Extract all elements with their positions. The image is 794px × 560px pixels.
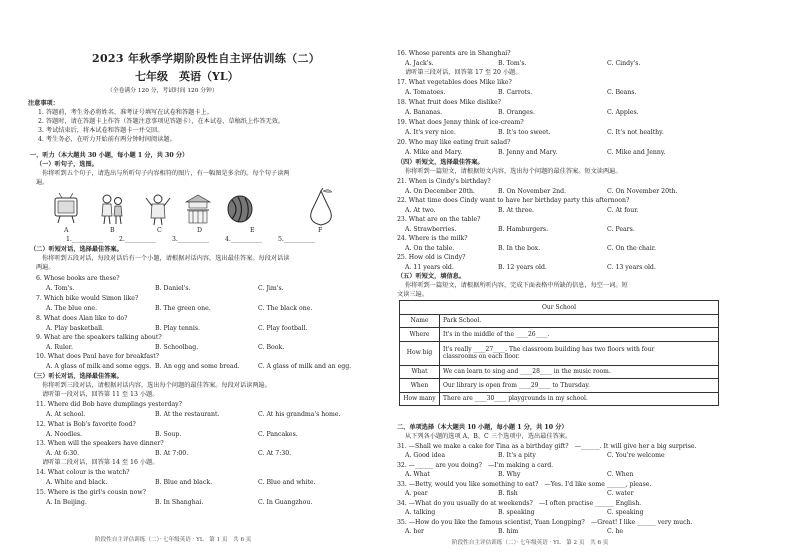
option-a: A. talking — [405, 509, 436, 516]
question: 12. What is Bob's favorite food? — [36, 421, 136, 428]
option-b: B. The green one. — [155, 305, 211, 312]
option-a: A. Play basketball. — [46, 325, 104, 332]
answer-blank: 1.__________ — [66, 236, 103, 243]
option-a: A. On the table. — [405, 245, 455, 252]
table-cell: Park School. — [440, 314, 719, 328]
option-c: C. On the chair. — [607, 245, 656, 252]
section-2-heading: 二、单项选择（本大题共 10 小题，每小题 1 分，共 10 分） — [397, 424, 568, 431]
option-c: C. When — [607, 471, 634, 478]
option-c: C. speaking — [607, 509, 644, 516]
table-row — [400, 314, 719, 328]
question: 18. What fruit does Mike dislike? — [397, 99, 501, 106]
answer-blank: 4.__________ — [225, 236, 262, 243]
note-line: 4. 考生务必，在听力开始前有两分钟时间阅读题。 — [38, 136, 176, 143]
table-cell: It's in the middle of the ____26____. — [440, 328, 719, 342]
question: 11. Where did Bob have dumplings yesterday? — [36, 401, 182, 408]
part-5-desc: 文读三遍。 — [397, 291, 428, 298]
option-c: C. Jim's. — [258, 285, 284, 292]
option-c: C. On November 20th. — [607, 188, 678, 195]
table-label: When — [400, 379, 440, 393]
option-c: C. Book. — [258, 344, 285, 351]
option-b: B. fish — [498, 490, 518, 497]
table-row — [400, 392, 719, 406]
question: 7. Which bike would Simon like? — [36, 295, 139, 302]
option-b: B. In the box. — [498, 245, 541, 252]
option-b: B. At three. — [498, 207, 535, 214]
option-c: C. Beans. — [607, 89, 637, 96]
option-a: A. A glass of milk and some eggs. — [46, 363, 152, 370]
question: 32. —______ are you doing? —I'm making a card. — [397, 462, 554, 469]
exam-subtitle: 七年级 英语（YL） — [135, 70, 239, 83]
option-b: B. Tom's. — [498, 60, 527, 67]
option-c: C. Blue and white. — [258, 479, 316, 486]
question: 33. —Betty, would you like something to eat? —Yes. I'd like some ______, please. — [397, 481, 652, 488]
note-line: 1. 答题前，考生务必将姓名、准考证号填写在试卷和答题卡上。 — [38, 109, 213, 116]
option-a: A. Noodles. — [46, 431, 83, 438]
question: 6. Whose books are these? — [36, 275, 120, 282]
pic-letter-e: E — [250, 227, 255, 234]
option-b: B. Play tennis. — [155, 325, 201, 332]
question: 21. When is Cindy's birthday? — [397, 178, 491, 185]
hands-picture — [144, 192, 172, 226]
option-c: C. 13 years old. — [607, 264, 656, 271]
part-4-desc: 你将听到一篇短文，请根据短文内容，选出每个问题的最佳答案。短文读两遍。 — [405, 168, 622, 175]
option-c: C. he — [607, 528, 624, 535]
table-row — [400, 365, 719, 379]
pic-letter-b: B — [110, 227, 115, 234]
table-label: How big — [400, 341, 440, 365]
pic-letter-c: C — [157, 227, 162, 234]
question: 22. What time does Cindy want to have her birthday party this afternoon? — [397, 197, 630, 204]
option-a: A. pear — [405, 490, 428, 497]
option-a: A. White and black. — [46, 479, 108, 486]
page-footer: 阶段性自主评估训练（二）· 七年级英语 · YL 第 2 页 共 6 页 — [452, 540, 609, 546]
option-c: C. At his grandma's home. — [258, 411, 341, 418]
question: 13. When will the speakers have dinner? — [36, 440, 164, 447]
tv-picture — [52, 192, 80, 226]
option-c: C. The black one. — [258, 305, 313, 312]
section-1-heading: 一、听力（本大题共 30 小题，每小题 1 分，共 30 分） — [30, 152, 189, 159]
exam-title: 2023 年秋季学期阶段性自主评估训练（二） — [92, 52, 321, 65]
option-c: C. You're welcome — [607, 452, 665, 459]
table-label: Name — [400, 314, 440, 328]
question: 15. Where is the girl's cousin now? — [36, 489, 146, 496]
option-c: C. Pancakes. — [258, 431, 298, 438]
option-b: B. An egg and some bread. — [155, 363, 240, 370]
table-label: What — [400, 365, 440, 379]
table-label: Where — [400, 328, 440, 342]
option-b: B. At the restaurant. — [155, 411, 220, 418]
pic-letter-a: A — [64, 227, 69, 234]
option-c: C. At 7:30. — [258, 450, 292, 457]
option-c: C. At four. — [607, 207, 639, 214]
option-c: C. A glass of milk and an egg. — [258, 363, 352, 370]
table-cell-line: It's really ____27____. The classroom building has two floors with four — [443, 345, 655, 353]
table-row — [400, 341, 719, 365]
part-3-desc: 你将听到三段对话，请根据对话内容，选出每个问题的最佳答案。每段对话读两遍。 — [42, 382, 271, 389]
part-1-desc: 你将听到五个句子，请选出与所听句子内容相符的图片，有一幅图是多余的。每个句子读两 — [42, 170, 290, 177]
option-c: C. Cindy's. — [607, 60, 641, 67]
part-1-heading: （一）听句子，选图。 — [36, 161, 98, 168]
question: 17. What vegetables does Mike like? — [397, 79, 512, 86]
table-cell — [440, 341, 719, 365]
table-row — [400, 301, 719, 315]
option-a: A. At school. — [46, 411, 86, 418]
option-c: C. In Guangzhou. — [258, 499, 313, 506]
question: 23. What are on the table? — [397, 216, 481, 223]
part-2-heading: （二）听短对话，选择最佳答案。 — [30, 246, 123, 253]
option-b: B. At 7:00. — [155, 450, 189, 457]
part-3-desc: 请听第一段对话，回答第 11 至 13 小题。 — [42, 391, 159, 398]
note-line: 3. 考试结束后，将本试卷和答题卡一并交回。 — [38, 127, 164, 134]
option-a: A. 11 years old. — [405, 264, 454, 271]
question: 9. What are the speakers talking about? — [36, 334, 162, 341]
right-page — [397, 0, 794, 560]
question: 20. Who may like eating fruit salad? — [397, 139, 511, 146]
section-2-desc: 从下列各小题的选项 A、B、C 三个选项中，选出最佳答案。 — [405, 433, 572, 440]
pic-letter-d: D — [197, 227, 202, 234]
kids-picture — [98, 192, 126, 226]
option-a: A. Mike and Mary. — [405, 149, 463, 156]
question: 10. What does Paul have for breakfast? — [36, 353, 160, 360]
question: 34. —What do you usually do at weekends? —I often practise ______ English. — [397, 500, 642, 507]
option-b: B. Oranges. — [498, 109, 535, 116]
option-b: B. It's too sweet. — [498, 129, 551, 136]
option-c: C. It's not healthy. — [607, 129, 664, 136]
part-2-desc: 两遍。 — [36, 264, 55, 271]
option-b: B. Hamburgers. — [498, 226, 549, 233]
part-4-heading: （四）听短文，选择最佳答案。 — [397, 159, 484, 166]
option-b: B. Schoolbag. — [155, 344, 199, 351]
table-row — [400, 379, 719, 393]
table-label: How many — [400, 392, 440, 406]
note-line: 2. 答题时，请在答题卡上作答（答题注意事项见答题卡），在本试卷、草稿纸上作答无效。 — [38, 118, 285, 125]
table-title: Our School — [400, 301, 719, 315]
option-a: A. Tom's. — [46, 285, 75, 292]
option-a: A. her — [405, 528, 425, 535]
part-3-heading: （三）听长对话，选择最佳答案。 — [30, 373, 123, 380]
option-b: B. Soup. — [155, 431, 182, 438]
table-cell-line: classrooms on each floor. — [443, 353, 520, 360]
option-b: B. On November 2nd. — [498, 188, 567, 195]
option-a: A. Bananas. — [405, 109, 443, 116]
option-b: B. Daniel's. — [155, 285, 191, 292]
part-3-subdesc: 请听第三段对话，回答第 17 至 20 小题。 — [405, 69, 522, 76]
table-cell: Our library is open from ____29____ to Thursday. — [440, 379, 719, 393]
option-a: A. It's very nice. — [405, 129, 456, 136]
pear-picture — [304, 188, 338, 228]
option-c: C. Pears. — [607, 226, 635, 233]
option-a: A. In Beijing. — [46, 499, 87, 506]
question: 14. What colour is the watch? — [36, 469, 130, 476]
option-a: A. What — [405, 471, 430, 478]
table-cell: There are ____30____ playgrounds in my school. — [440, 392, 719, 406]
notes-title: 注意事项： — [28, 100, 59, 107]
option-b: B. In Shanghai. — [155, 499, 204, 506]
part-5-desc: 你将听到一篇短文，请根据所听内容，完成下面表格中所缺的信息，每空一词。短 — [405, 282, 628, 289]
option-c: C. Mike and Jenny. — [607, 149, 666, 156]
option-a: A. Ruler. — [46, 344, 73, 351]
temple-picture — [184, 192, 212, 226]
question: 16. Whose parents are in Shanghai? — [397, 50, 511, 57]
question: 25. How old is Cindy? — [397, 254, 466, 261]
score-note: （全卷满分 120 分，考试时间 120 分钟） — [107, 88, 218, 94]
question: 24. Where is the milk? — [397, 235, 468, 242]
option-b: B. him — [498, 528, 519, 535]
option-c: C. Apples. — [607, 109, 639, 116]
page-footer: 阶段性自主评估训练（二）· 七年级英语 · YL 第 1 页 共 6 页 — [95, 537, 252, 543]
watermelon-picture — [226, 192, 254, 226]
option-b: B. 12 years old. — [498, 264, 547, 271]
option-a: A. At two. — [405, 207, 436, 214]
answer-blank: 3.__________ — [172, 236, 209, 243]
option-b: B. speaking — [498, 509, 535, 516]
question: 31. —Shall we make a cake for Tina as a birthday gift? —______. It will give her a big surprise. — [397, 443, 697, 450]
option-a: A. Jack's. — [405, 60, 434, 67]
part-3-subdesc: 请听第二段对话，回答第 14 至 16 小题。 — [42, 459, 159, 466]
option-b: B. Jenny and Mary. — [498, 149, 558, 156]
answer-blank: 5.__________ — [278, 236, 315, 243]
part-5-heading: （五）听短文，填信息。 — [397, 273, 466, 280]
option-a: A. Good idea — [405, 452, 446, 459]
option-a: A. Tomatoes. — [405, 89, 446, 96]
option-b: B. Carrots. — [498, 89, 533, 96]
option-c: C. Play football. — [258, 325, 308, 332]
answer-blank: 2.__________ — [119, 236, 156, 243]
option-a: A. At 6:30. — [46, 450, 80, 457]
table-cell: We can learn to sing and ____28____ in the music room. — [440, 365, 719, 379]
option-b: B. Why — [498, 471, 521, 478]
info-table — [399, 300, 719, 406]
question: 19. What does Jenny think of ice-cream? — [397, 119, 524, 126]
question: 35. —How do you like the famous scientist, Yuan Longping? —Great! I like ______ very much. — [397, 519, 693, 526]
option-a: A. On December 20th. — [405, 188, 475, 195]
option-a: A. The blue one. — [46, 305, 98, 312]
option-c: C. water — [607, 490, 634, 497]
part-1-desc: 遍。 — [36, 179, 49, 186]
option-b: B. It's a pity — [498, 452, 536, 459]
table-row — [400, 328, 719, 342]
option-a: A. Strawberries. — [405, 226, 457, 233]
option-b: B. Blue and black. — [155, 479, 213, 486]
pic-letter-f: F — [318, 227, 323, 234]
question: 8. What does Alan like to do? — [36, 315, 128, 322]
part-2-desc: 你将听到五段对话，每段对话后有一个小题，请根据对话内容，选出最佳答案。每段对话读 — [42, 255, 290, 262]
